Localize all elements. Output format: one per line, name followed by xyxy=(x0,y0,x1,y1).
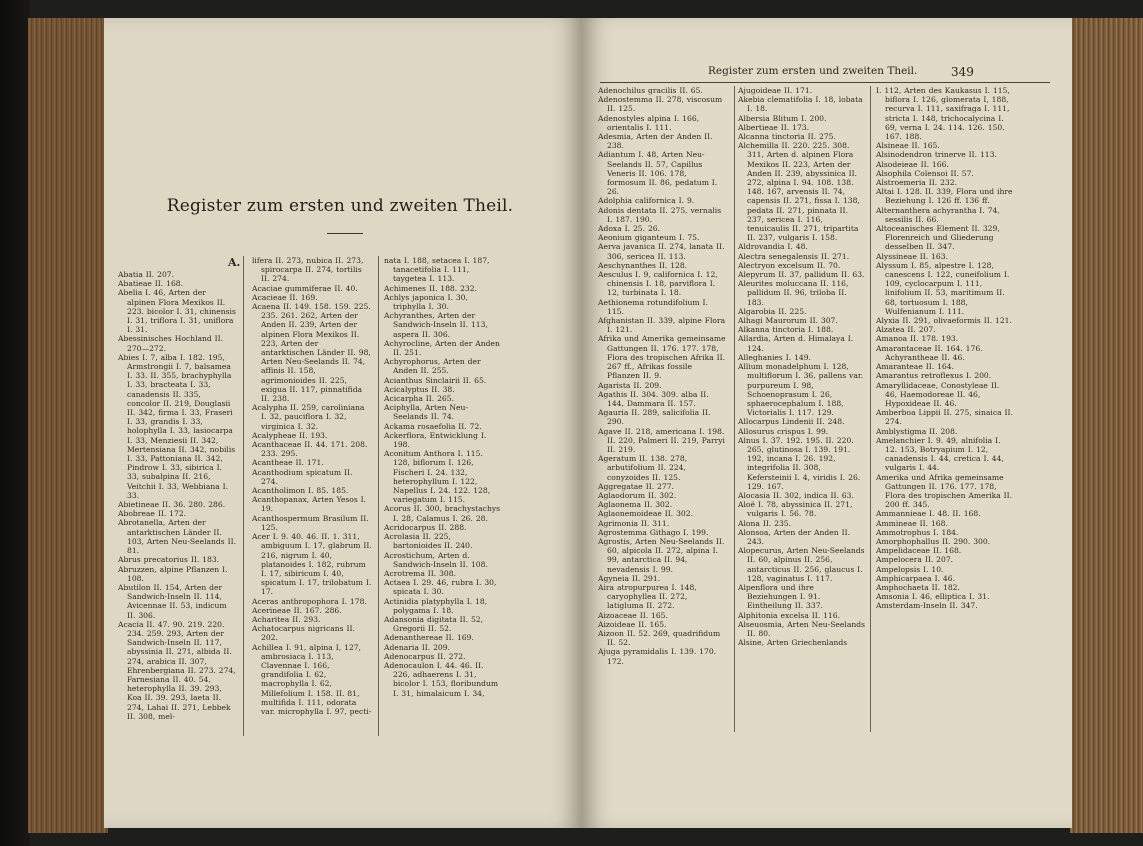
index-entry: Amelanchier I. 9. 49, alnifolia I. 12. 153, Botryapium I. 12, canadensis I. 44, cretica I. 44, vulgaris I. 44. xyxy=(876,435,1004,473)
index-entry: Afrika und Amerika gemeinsame Gattungen II. 176. 177. 178, Flora des tropischen Afrika II. 267 ff., Afrikas fossile Pflanzen II. 9. xyxy=(598,334,726,381)
index-entry: Amsonia I. 46, elliptica I. 31. xyxy=(876,592,990,602)
index-entry: Altai I. 128. II. 339, Flora und ihre Beziehung I. 126 ff. 136 ff. xyxy=(876,187,1013,206)
index-entry: Adenaria II. 209. xyxy=(384,642,450,652)
index-entry: Acacia II. 47. 90. 219. 220. 234. 259. 293, Arten der Sandwich-Inseln II. 117, abyssinia II. 271, albida II. 274, arabica II. 307, Ehrenbergiana II. 273. 274, Farnesiana II. 40. 54, heterophylla II. 39. 293, Koa II. 39. 293, laeta II. 274, Lahai II. 271, Lebbek II. 308, mel- xyxy=(118,619,236,721)
index-entry: Abruzzen, alpine Pflanzen I. 108. xyxy=(118,564,228,583)
index-entry: Alectryon excelsum II. 70. xyxy=(738,260,841,270)
index-entry: Aerva javanica II. 274, lanata II. 306, sericea II. 113. xyxy=(598,242,725,261)
index-entry: Albersia Blitum I. 200. xyxy=(738,113,827,123)
right-column-3 xyxy=(876,86,1014,611)
index-entry: Alsine, Arten Griechenlands xyxy=(738,638,848,648)
index-entry: Aizoon II. 52. 269, quadrifidum II. 52. xyxy=(598,628,721,648)
index-entry: Akebia clematifolia I. 18, lobata I. 18. xyxy=(738,95,863,114)
index-entry: Acaena II. 149. 158. 159. 225. 235. 261. 262, Arten der Anden II. 239, Arten der alpinen Flora Mexikos II. 223, Arten der antarktischen Länder II. 98, Arten Neu-Seelands II. 74, affinis II. 158, agrimonioides II. 225, exigua II. 117, pinnatifida II. 238. xyxy=(252,302,371,404)
index-entry: Achimenes II. 188. 232. xyxy=(384,283,478,293)
index-entry: Alseuosmia, Arten Neu-Seelands II. 80. xyxy=(738,619,866,638)
index-entry: Aira atropurpurea I. 148, caryophyllea II. 272, latigluma II. 272. xyxy=(598,582,697,611)
index-entry: Achatocarpus nigricans II. 202. xyxy=(252,624,355,643)
index-entry: Abessinisches Hochland II. 270—272. xyxy=(118,334,224,353)
index-entry: Amarantus retroflexus I. 200. xyxy=(876,371,992,381)
index-entry: Amorphophallus II. 290. 300. xyxy=(876,536,991,546)
index-entry: Alocasia II. 302, indica II. 63. xyxy=(738,490,854,500)
index-entry: Amaryllidaceae, Conostyleae II. 46, Haemodoreae II. 46, Hypoxideae II. 46. xyxy=(876,380,1000,408)
index-entry: Alsineae II. 165. xyxy=(876,141,940,151)
index-entry: Alsophila Colensoi II. 57. xyxy=(876,168,974,178)
index-entry: Adenanthereae II. 169. xyxy=(384,633,474,643)
index-entry: Acalypha II. 259, caroliniana I. 32, pauciflora I. 32, virginica I. 32. xyxy=(252,403,365,431)
index-entry: Alyssineae II. 163. xyxy=(876,251,948,261)
index-entry: Alstroemeria II. 232. xyxy=(876,178,957,188)
index-entry: Alyssum I. 85, alpestre I. 128, canescens I. 122, cuneifolium I. 109, cyclocarpum I. 111, linifolium II. 53, maritimum II. 68, tortuosum I. 188, Wulfenianum I. 111. xyxy=(876,260,1010,316)
column-divider xyxy=(734,86,735,732)
index-entry: Alopecurus, Arten Neu-Seelands II. 60, alpinus II. 256, antarcticus II. 256, glaucus I. 128, vaginatus I. 117. xyxy=(738,546,865,583)
header-rule xyxy=(600,82,1050,83)
index-entry: Ampelidaceae II. 168. xyxy=(876,546,962,556)
index-entry: Ajuga pyramidalis I. 139. 170. 172. xyxy=(598,647,717,666)
index-entry: Agauria II. 289, salicifolia II. 290. xyxy=(598,408,711,427)
index-entry: Agathis II. 304. 309. alba II. 144, Dammara II. 157. xyxy=(598,389,709,408)
index-entry: Acerineae II. 167. 286. xyxy=(252,605,342,615)
index-entry: Amsterdam-Inseln II. 347. xyxy=(876,601,978,611)
index-entry: Abrus precatorius II. 183. xyxy=(118,555,220,565)
index-entry: Adesmia, Arten der Anden II. 238. xyxy=(598,132,713,151)
index-entry: Acrostichum, Arten d. Sandwich-Inseln II. 108. xyxy=(384,550,488,569)
index-entry: Actinidia platyphylla I. 18, polygama I. 18. xyxy=(384,596,488,615)
index-entry: Abobreae II. 172. xyxy=(118,509,187,519)
index-entry: Aglaonemoideae II. 302. xyxy=(598,509,693,519)
left-column-3 xyxy=(384,256,502,698)
index-entry: Adenocarpus II. 272. xyxy=(384,651,466,661)
index-entry: Achyrophorus, Arten der Anden II. 255. xyxy=(384,357,481,376)
index-entry: Alkanna tinctoria I. 188. xyxy=(738,325,834,335)
index-entry: Agarista II. 209. xyxy=(598,380,662,390)
index-entry: I. 112, Arten des Kaukasus I. 115, biflora I. 126, glomerata I, 188, recurva I. 111, saxifraga I. 111, stricta I. 148, trichocalycina I. 69, verna I. 24. 114. 126. 150. 167. 188. xyxy=(876,86,1010,142)
index-entry: Agave II. 218, americana I. 198. II. 220, Palmeri II. 219, Parryi II. 219. xyxy=(598,426,725,454)
index-entry: Adansonia digitata II. 52, Gregorii II. 52. xyxy=(384,614,484,634)
index-entry: Adonis dentata II. 275, vernalis I. 187. 190. xyxy=(598,205,722,224)
index-entry: Aesculus I. 9, californica I. 12, chinensis I. 18, parviflora I. 12, turbinata I. 18. xyxy=(598,270,718,298)
index-entry: Aconitum Anthora I. 115. 128, biflorum I. 126, Fischeri I. 24. 132, heterophyllum I. 122, Napellus I. 24. 122. 128, variegatum I. 115. xyxy=(384,449,491,505)
index-entry: Aceras anthropophora I. 178. xyxy=(252,596,367,606)
index-entry: lifera II. 273, nubica II. 273, spirocarpa II. 274, tortilis II. 274. xyxy=(252,256,364,284)
index-entry: Acridocarpus II. 288. xyxy=(384,522,467,532)
index-entry: Alphitonia excelsa II. 116. xyxy=(738,610,841,620)
title-divider xyxy=(327,233,363,234)
index-entry: Adiantum I. 48, Arten Neu-Seelands II. 57, Capillus Veneris II. 106. 178, formosum II. 86, pedatum I. 26. xyxy=(598,150,718,197)
index-entry: Aloë I. 78, abyssinica II. 271, vulgaris I. 56. 78. xyxy=(738,500,853,519)
index-entry: Alnus I. 37. 192. 195. II. 220. 265, glutinosa I. 139. 191. 192, incana I. 26. 192, integrifolia II. 308, Kefersteinii I. 4, viridis I. 26. 129. 167. xyxy=(738,435,861,491)
index-entry: Achlys japonica I. 30, triphylla I. 30. xyxy=(384,292,468,312)
index-entry: Ampelopsis I. 10. xyxy=(876,564,944,574)
running-head: Register zum ersten und zweiten Theil. xyxy=(708,65,918,77)
index-entry: Aeonium giganteum I. 75. xyxy=(598,233,700,243)
section-letter: A. xyxy=(228,256,241,269)
index-entry: Alleghanies I. 149. xyxy=(738,352,811,362)
index-entry: Actaea I. 29. 46, rubra I. 30, spicata I. 30. xyxy=(384,578,497,597)
index-entry: Alchemilla II. 220. 225. 308. 311, Arten d. alpinen Flora Mexikos II. 223, Arten der Anden II. 239, abyssinica II. 272, alpina I. 94. 108. 138. 148. 167, arvensis II. 74, capensis II. 271, fissa I. 138, pedata II. 271, pinnata II. 237, sericea I. 116, tenuicaulis II. 271, tripartita II. 237, vulgaris I. 158. xyxy=(738,141,860,243)
index-entry: Alepyrum II. 37, pallidum II. 63. xyxy=(738,270,865,280)
index-entry: Albertieae II. 173. xyxy=(738,122,810,132)
index-entry: Aethionema rotundifolium I. 115. xyxy=(598,297,708,316)
page-edges-right xyxy=(1070,18,1143,833)
index-entry: Ageratum II. 138. 278, arbutifolium II. 224, conyzoides II. 125. xyxy=(598,454,688,482)
index-entry: Alhagi Maurorum II. 307. xyxy=(738,316,838,326)
index-entry: Alona II. 235. xyxy=(738,518,792,528)
index-entry: Adolphia californica I. 9. xyxy=(598,196,695,206)
index-entry: Amarantaceae II. 164. 176. Achyrantheae II. 46. xyxy=(876,343,983,362)
index-entry: Acanthospermum Brasilum II. 125. xyxy=(252,513,369,532)
index-entry: Acanthopanax, Arten Yesos I. 19. xyxy=(252,495,367,514)
index-entry: Acer I. 9. 40. 46. II. 1. 311, ambiguum I. 17, glabrum II. 216, nigrum I. 40, platanoides I. 182, rubrum I. 17, sibiricum I. 40, spicatum I. 17, trilobatum I. 17. xyxy=(252,532,372,597)
page-title: Register zum ersten und zweiten Theil. xyxy=(166,196,514,216)
index-entry: Amerika und Afrika gemeinsame Gattungen II. 176. 177. 178, Flora des tropischen Amerika II. 200 ff. 345. xyxy=(876,472,1013,510)
index-entry: Amphochaeta II. 182. xyxy=(876,582,960,592)
index-entry: Abies I. 7, alba I. 182. 195, Armstrongii I. 7, balsamea I. 33. II. 355, brachyphylla I. 33, bracteata I. 33, canadensis II. 335, concolor II. 219, Douglasii II. 342, firma I. 33, Fraseri I. 33, grandis I. 33, holophylla I. 33, lasiocarpa I. 33, Menziesii II. 342, Mertensiana II. 342, nobilis I. 33, Pattoniana II. 342, Pindrow I. 33, sibirica I. 33, subalpina II. 216, Veitchii I. 33, Webbiana I. 33. xyxy=(118,352,236,500)
index-entry: Acicarpha II. 265. xyxy=(384,394,455,404)
index-entry: Allosurus crispus I. 99. xyxy=(738,426,829,436)
left-column-2 xyxy=(252,256,372,716)
index-entry: Allocarpus Lindenii II. 248. xyxy=(738,417,845,427)
index-entry: Alsodeieae II. 166. xyxy=(876,159,949,169)
index-entry: Agrostis, Arten Neu-Seelands II. 60, alpicola II. 272, alpina I. 99, antarctica II. 94, nevadensis I. 99. xyxy=(598,536,725,574)
index-entry: Acantholimon I. 85. 185. xyxy=(252,486,349,496)
index-entry: Alternanthera achyrantha I. 74, sessilis II. 66. xyxy=(876,205,1000,224)
index-entry: Abutilon II. 154, Arten der Sandwich-Inseln II. 114, Avicennae II. 53, indicum II. 306. xyxy=(118,582,227,620)
index-entry: Agrimonia II. 311. xyxy=(598,518,670,528)
column-divider xyxy=(378,256,379,736)
index-entry: Acalypheae II. 193. xyxy=(252,430,328,440)
index-entry: Acanthaceae II. 44. 171. 208. 233. 295. xyxy=(252,440,368,459)
index-entry: Alsinodendron trinerve II. 113. xyxy=(876,150,997,160)
index-entry: Alectra senegalensis II. 271. xyxy=(738,251,850,261)
index-entry: Adenochilus gracilis II. 65. xyxy=(598,86,703,95)
index-entry: Afghanistan II. 339, alpine Flora I. 121. xyxy=(598,316,726,335)
index-entry: Allardia, Arten d. Himalaya I. 124. xyxy=(738,334,854,353)
index-entry: Aleurites moluccana II. 116, pallidum II. 96, triloba II. 183. xyxy=(738,279,849,307)
index-entry: Abrotanella, Arten der antarktischen Länder II. 103, Arten Neu-Seelands II. 81. xyxy=(118,518,237,556)
index-entry: Amaranteae II. 164. xyxy=(876,362,954,372)
index-entry: Adenocaulon I. 44. 46. II. 226, adhaerens I. 31, bicolor I. 153, floribundum I. 31, himalaicum I. 34, xyxy=(384,660,499,698)
index-entry: Abelia I. 46, Arten der alpinen Flora Mexikos II. 223. bicolor I. 31, chinensis I. 31, triflora I. 31, uniflora I. 31. xyxy=(118,288,236,335)
right-column-2 xyxy=(738,86,866,647)
index-entry: Amphicarpaea I. 46. xyxy=(876,573,956,583)
index-entry: Ammineae II. 168. xyxy=(876,518,948,528)
left-column-1 xyxy=(118,270,236,721)
index-entry: Achyrocline, Arten der Anden II. 251. xyxy=(384,338,500,358)
index-entry: Acantheae II. 171. xyxy=(252,458,324,468)
index-entry: Acrolasia II. 225, bartonioides II. 240. xyxy=(384,532,473,551)
column-divider xyxy=(870,86,871,732)
index-entry: Amanoa II. 178. 193. xyxy=(876,334,959,344)
index-entry: Acanthodium spicatum II. 274. xyxy=(252,467,353,486)
index-entry: nata I. 188, setacea I. 187, tanacetifolia I. 111, taygetea I. 113. xyxy=(384,256,490,284)
index-entry: Ammannieae I. 48. II. 168. xyxy=(876,509,981,519)
index-entry: Abatieae II. 168. xyxy=(118,279,184,289)
index-entry: Ackama rosaefolia II. 72. xyxy=(384,421,482,431)
page-number: 349 xyxy=(951,65,974,79)
index-entry: Algarobia II. 225. xyxy=(738,306,807,316)
index-entry: Aizoideae II. 165. xyxy=(598,619,667,629)
index-entry: Acicalyptus II. 38. xyxy=(384,384,455,394)
index-entry: Amberboa Lippii II. 275, sinaica II. 274. xyxy=(876,408,1013,427)
index-entry: Alonsoa, Arten der Anden II. 243. xyxy=(738,527,851,546)
index-entry: Acrotrema II. 308. xyxy=(384,568,456,578)
index-entry: Ajugoideae II. 171. xyxy=(738,86,813,95)
index-entry: Aggregatae II. 277. xyxy=(598,481,674,491)
index-entry: Aeschynanthes II. 128. xyxy=(598,260,688,270)
index-entry: Acacieae II. 169. xyxy=(252,292,318,302)
index-entry: Alzatea II. 207. xyxy=(876,325,936,335)
index-entry: Agyneia II. 291. xyxy=(598,573,661,583)
index-entry: Agrostemma Githago I. 199. xyxy=(598,527,709,537)
index-entry: Aglaodorum II. 302. xyxy=(598,490,677,500)
index-entry: Amblystigma II. 208. xyxy=(876,426,958,436)
right-column-1 xyxy=(598,86,726,666)
index-entry: Adoxa I. 25. 26. xyxy=(598,224,661,234)
page-edges-left xyxy=(28,18,108,833)
index-entry: Abatia II. 207. xyxy=(118,270,175,279)
index-entry: Alyxia II. 291, olivaeformis II. 121. xyxy=(876,316,1012,326)
index-entry: Adenostemma II. 278, viscosum II. 125. xyxy=(598,95,723,114)
index-entry: Acorus II. 300, brachystachys I. 28, Calamus I. 26. 28. xyxy=(384,504,501,523)
index-entry: Altoceanisches Element II. 329, Florenreich und Gliederung desselben II. 347. xyxy=(876,224,1000,252)
index-entry: Aglaonema II. 302. xyxy=(598,500,673,510)
column-divider xyxy=(243,256,244,736)
index-entry: Abietineae II. 36. 280. 286. xyxy=(118,500,226,510)
index-entry: Ackerflora, Entwicklung I. 198. xyxy=(384,430,487,450)
index-entry: Allium monadelphum I. 128, multiflorum I. 36, pallens var. purpureum I. 98, Schoenoprasum I. 26, sphaerocephalum I. 188, Victorialis I. 117. 129. xyxy=(738,362,864,418)
index-entry: Achillea I. 91, alpina I, 127, ambrosiaca I. 113, Clavennae I. 166, grandifolia I. 62, macrophylla I. 62, Millefolium I. 158. II. 81, multifida I. 111, odorata var. microphylla I. 97, pecti- xyxy=(252,642,372,716)
index-entry: Acianthus Sinclairii II. 65. xyxy=(384,375,487,385)
index-entry: Achyranthes, Arten der Sandwich-Inseln II. 113, aspera II. 306. xyxy=(384,311,488,339)
index-entry: Aciphylla, Arten Neu-Seelands II. 74. xyxy=(384,403,468,422)
index-entry: Acharitea II. 293. xyxy=(252,614,321,624)
index-entry: Acaciae gummiferae II. 40. xyxy=(252,283,358,293)
index-entry: Alcanna tinctoria II. 275. xyxy=(738,132,836,142)
index-entry: Adenostyles alpina I. 166, orientalis I. 111. xyxy=(598,113,700,132)
index-entry: Aizoaceae II. 165. xyxy=(598,610,668,620)
index-entry: Alpenflora und ihre Beziehungen I. 91. Eintheilung II. 337. xyxy=(738,582,823,611)
book-spine xyxy=(0,0,30,846)
index-entry: Ammotrophus I. 184. xyxy=(876,527,959,537)
index-entry: Aldrovandia I. 48. xyxy=(738,242,808,252)
index-entry: Ampelocera II. 207. xyxy=(876,555,954,565)
